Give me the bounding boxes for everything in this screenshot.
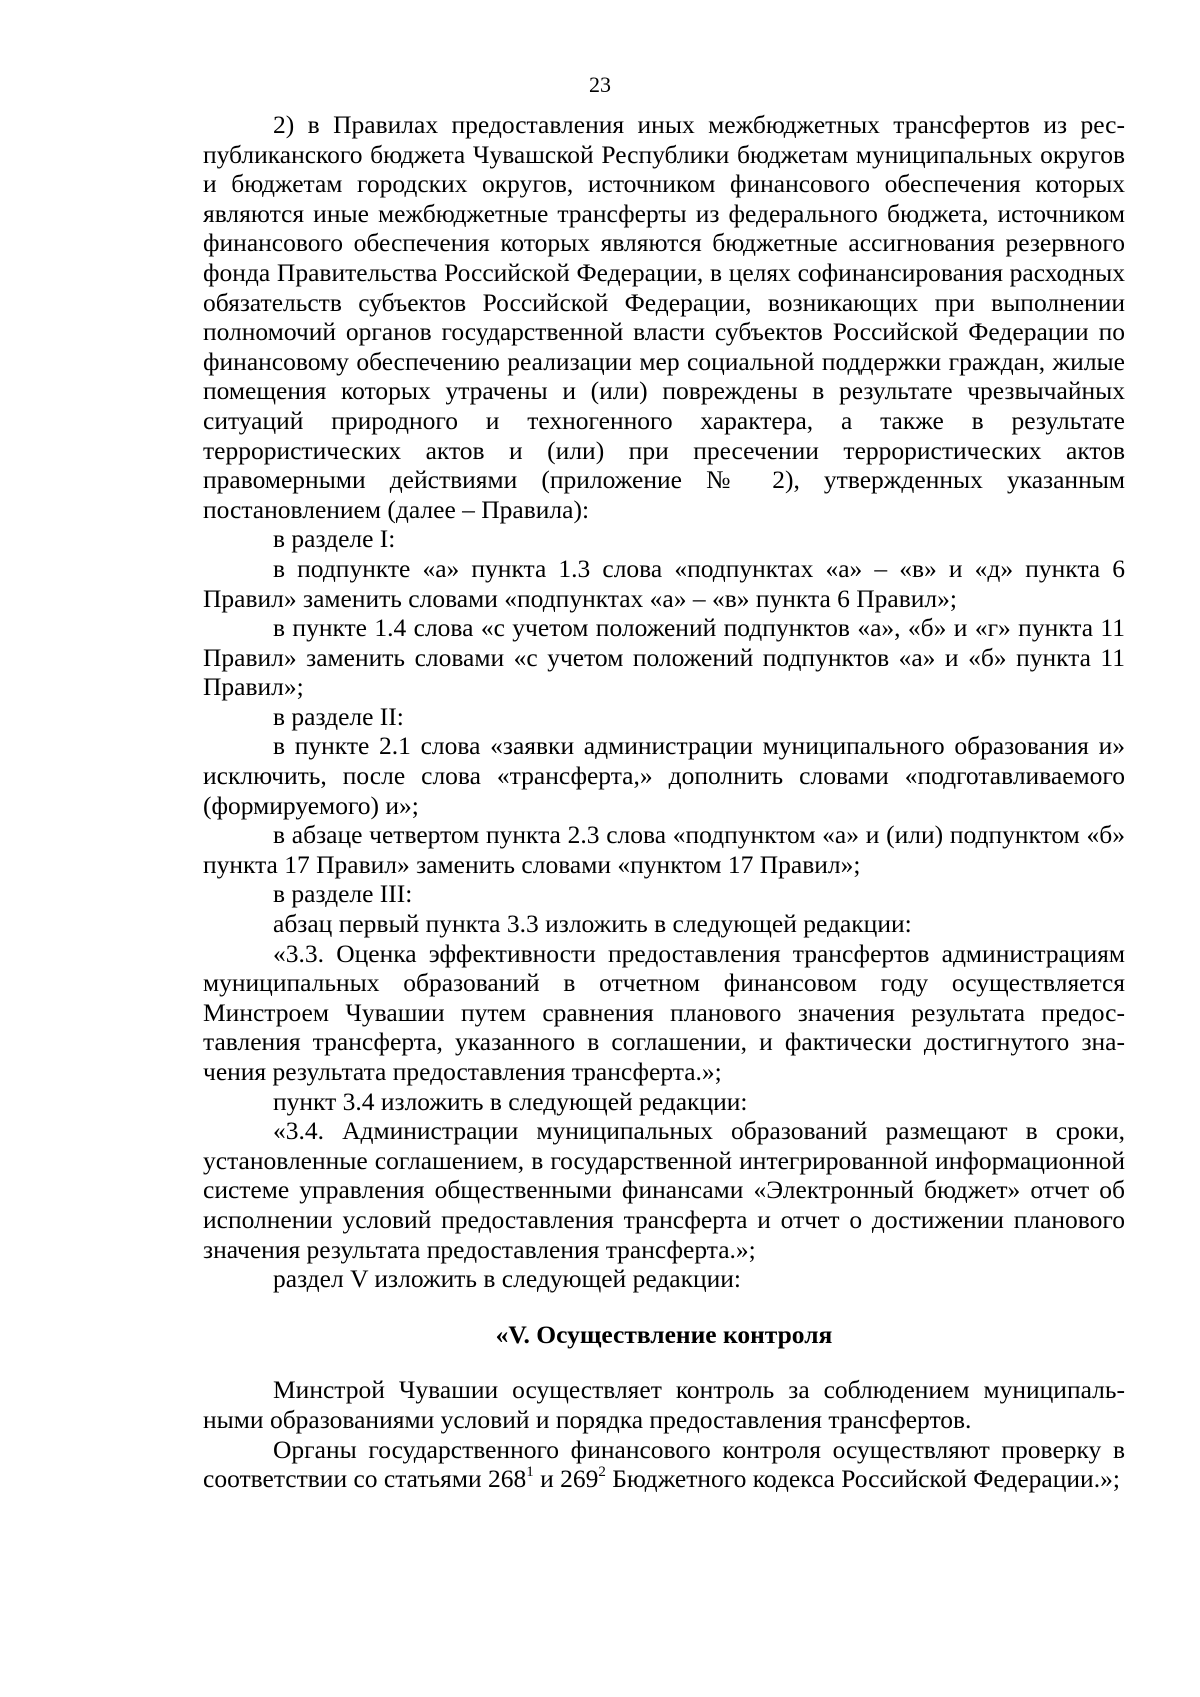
paragraph-control-2 (203, 1435, 1125, 1494)
paragraph-point-2-1: в пункте 2.1 слова «заявки администрации муниципального образования и» исключить, после слова «трансферта,» дополнить словами «подготавливаемого (формируемого) и»; (203, 731, 1125, 820)
paragraph-section-2: в разделе II: (273, 701, 404, 731)
control-2-text-a: Органы государственного финансового контроля осуществляют проверку в соответствии со статьями 268 (203, 1434, 1125, 1494)
section-heading: «V. Осуществление контроля (495, 1319, 833, 1349)
paragraph-control-1: Минстрой Чувашии осуществляет контроль за соблюдением муниципальными образованиями условий и порядка предоставления трансфертов. (203, 1375, 1125, 1434)
paragraph-subpoint-1-3: в подпункте «а» пункта 1.3 слова «подпунктах «а» – «в» и «д» пункта 6 Правил» заменить словами «подпунктах «а» – «в» пункта 6 Правил»; (203, 553, 1125, 613)
paragraph-section-1: в разделе I: (273, 524, 396, 554)
control-2-text-c: Бюджетного кодекса Российской Федерации.»; (605, 1464, 1120, 1494)
paragraph-point-2-3: в абзаце четвертом пункта 2.3 слова «подпунктом «а» и (или) подпунктом «б» пункта 17 Правил» заменить словами «пунктом 17 Правил»; (203, 820, 1125, 879)
paragraph-point-1-4: в пункте 1.4 слова «с учетом положений подпунктов «а», «б» и «г» пункта 11 Правил» заменить словами «с учетом положений подпунктов «а» и «б» пункта 11 Правил»; (203, 613, 1125, 702)
footnote-sup-1: 1 (526, 1463, 534, 1480)
paragraph-point-3-4-text: «3.4. Администрации муниципальных образований размещают в сроки, установленные соглашением, в государственной интегрированной информационной системе управления общественными финансами «Электронный бюджет» отчет об исполнении условий предоставления трансферта и отчет о достижении планового значения результата предоставления трансферта.»; (203, 1116, 1125, 1264)
paragraph-point-3-4-intro: пункт 3.4 изложить в следующей редакции: (273, 1086, 748, 1116)
paragraph-section-3: в разделе III: (273, 879, 413, 909)
control-2-text-b: и 269 (533, 1464, 599, 1494)
page-number: 23 (589, 72, 611, 97)
document-body (203, 110, 1125, 1494)
paragraph-section-5-intro: раздел V изложить в следующей редакции: (273, 1264, 742, 1294)
paragraph-point-3-3-intro: абзац первый пункта 3.3 изложить в следующей редакции: (273, 909, 912, 939)
paragraph-rules-intro: 2) в Правилах предоставления иных межбюджетных трансфертов из республиканского бюджета Чувашской Республики бюджетам муниципальных округов и бюджетам городских округов, источником финансового обеспечения которых являются иные межбюджетные трансферты из федерального бюджета, источником финансового обеспечения которых являются бюджетные ассигнования резервного фонда Правительства Российской Федерации, в целях софинансирования расходных обязательств субъектов Российской Федерации, возникающих при выполнении полномочий органов государственной власти субъектов Российской Федерации по финансовому обеспечению реализации мер социальной поддержки граждан, жилые помещения которых утрачены и (или) повреждены в результате чрезвычайных ситуаций природного и техногенного характера, а также в результате террористических актов и (или) при пресечении террористических актов правомерными действиями (приложение № 2), утвержденных указанным постановлением (далее – Правила): (203, 110, 1125, 524)
paragraph-point-3-3-text: «3.3. Оценка эффективности предоставления трансфертов администрациям муниципальных образований в отчетном финансовом году осуществляется Минстроем Чувашии путем сравнения планового значения результата предоставления трансферта, указанного в соглашении, и фактически достигнутого значения результата предоставления трансферта.»; (203, 938, 1125, 1086)
footnote-sup-2: 2 (598, 1463, 606, 1480)
